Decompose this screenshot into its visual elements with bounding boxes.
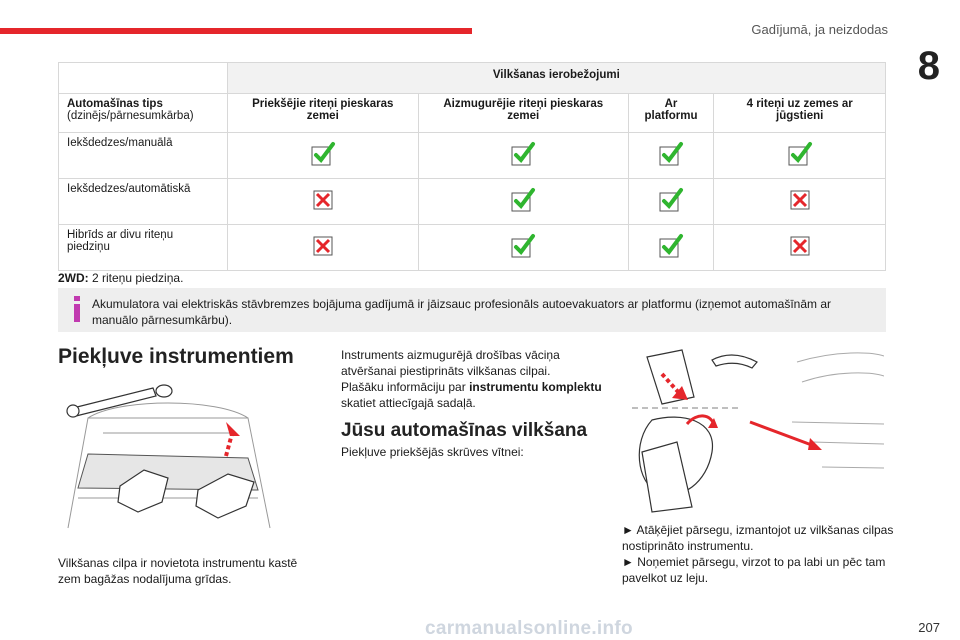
table-row bbox=[59, 179, 886, 225]
check-icon bbox=[510, 233, 536, 259]
towing-heading: Jūsu automašīnas vilkšana bbox=[341, 420, 588, 441]
check-icon bbox=[658, 187, 684, 213]
chapter-number: 8 bbox=[917, 44, 940, 88]
allowed-mark bbox=[628, 133, 714, 179]
column-header: Aizmugurējie riteņi pieskaras zemei bbox=[418, 94, 628, 133]
allowed-mark bbox=[418, 133, 628, 179]
column-header: Priekšējie riteņi pieskaras zemei bbox=[227, 94, 418, 133]
trunk-toolbox-illustration bbox=[58, 378, 280, 548]
info-icon bbox=[72, 296, 82, 322]
cross-icon bbox=[790, 236, 810, 256]
vehicle-type-label: Automašīnas tips bbox=[67, 98, 163, 110]
drive-note-term: 2WD: bbox=[58, 271, 89, 285]
header-accent-bar bbox=[0, 28, 472, 34]
tool-paragraph: Instruments aizmugurējā drošības vāciņa atvēršanai piestiprināts vilkšanas cilpai. bbox=[341, 348, 560, 378]
vehicle-type-sublabel: (dzinējs/pārnesumkārba) bbox=[67, 110, 194, 122]
row-label: Iekšdedzes/manuālā bbox=[59, 133, 228, 179]
table-group-header: Vilkšanas ierobežojumi bbox=[227, 63, 885, 94]
tool-kit-text-pre: Plašāku informāciju par bbox=[341, 380, 470, 394]
tool-kit-link-text: instrumentu komplektu bbox=[469, 380, 602, 394]
check-icon bbox=[787, 141, 813, 167]
table-corner bbox=[59, 63, 228, 94]
section-title: Gadījumā, ja neizdodas bbox=[751, 22, 888, 37]
towing-restrictions-table bbox=[58, 62, 886, 271]
step-item: ► Noņemiet pārsegu, virzot to pa labi un pēc tam pavelkot uz leju. bbox=[622, 555, 886, 585]
allowed-mark bbox=[714, 133, 886, 179]
check-icon bbox=[510, 141, 536, 167]
not-allowed-mark bbox=[714, 179, 886, 225]
check-icon bbox=[510, 187, 536, 213]
table-row bbox=[59, 133, 886, 179]
cross-icon bbox=[790, 190, 810, 210]
info-text: Akumulatora vai elektriskās stāvbremzes bojājuma gadījumā ir jāizsauc profesionāls autoevakuators ar platformu (izņemot automašīnām ar manuālo pārnesumkārbu). bbox=[92, 297, 832, 327]
allowed-mark bbox=[418, 225, 628, 271]
towing-steps bbox=[622, 522, 902, 586]
towing-intro: Piekļuve priekšējās skrūves vītnei: bbox=[341, 445, 524, 459]
column-header: 4 riteņi uz zemes ar jūgstieni bbox=[714, 94, 886, 133]
check-icon bbox=[658, 233, 684, 259]
step-item: ► Atāķējiet pārsegu, izmantojot uz vilkšanas cilpas nostiprināto instrumentu. bbox=[622, 523, 894, 553]
info-box bbox=[58, 288, 886, 332]
column-header: Ar platformu bbox=[628, 94, 714, 133]
allowed-mark bbox=[418, 179, 628, 225]
not-allowed-mark bbox=[227, 225, 418, 271]
row-label: Hibrīds ar divu riteņu piedziņu bbox=[59, 225, 228, 271]
cross-icon bbox=[313, 190, 333, 210]
access-tools-heading: Piekļuve instrumentiem bbox=[58, 345, 294, 368]
check-icon bbox=[658, 141, 684, 167]
drive-note-text: 2 riteņu piedziņa. bbox=[88, 271, 184, 285]
allowed-mark bbox=[628, 179, 714, 225]
access-caption: Vilkšanas cilpa ir novietota instrumentu kastē zem bagāžas nodalījuma grīdas. bbox=[58, 556, 298, 586]
row-label: Iekšdedzes/automātiskā bbox=[59, 179, 228, 225]
check-icon bbox=[310, 141, 336, 167]
allowed-mark bbox=[628, 225, 714, 271]
tool-kit-text-post: skatiet attiecīgajā sadaļā. bbox=[341, 396, 476, 410]
vehicle-type-header bbox=[59, 94, 228, 133]
tool-kit-paragraph bbox=[341, 379, 611, 411]
tow-eye-cover-illustration bbox=[622, 342, 884, 514]
page-number: 207 bbox=[918, 620, 940, 635]
not-allowed-mark bbox=[714, 225, 886, 271]
watermark: carmanualsonline.info bbox=[425, 618, 633, 639]
drive-note bbox=[58, 271, 183, 285]
allowed-mark bbox=[227, 133, 418, 179]
cross-icon bbox=[313, 236, 333, 256]
table-row bbox=[59, 225, 886, 271]
not-allowed-mark bbox=[227, 179, 418, 225]
